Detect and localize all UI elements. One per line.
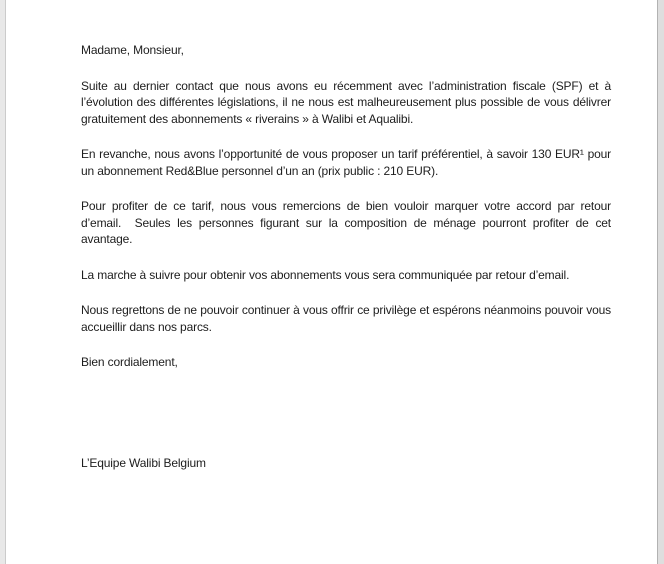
letter-paragraph: Suite au dernier contact que nous avons eu récemment avec l’administration fiscale (SPF) et à l’évolution des différentes législations, il ne nous est malheureusement plus possible de vous délivrer gratuitement des abonnements « riverains » à Walibi et Aqualibi.	[81, 78, 611, 126]
signature-space	[81, 371, 611, 455]
signature: L’Equipe Walibi Belgium	[81, 455, 206, 470]
letter-body	[81, 78, 611, 336]
salutation: Madame, Monsieur,	[81, 43, 184, 57]
closing: Bien cordialement,	[81, 355, 178, 369]
letter-paragraph: La marche à suivre pour obtenir vos abonnements vous sera communiquée par retour d’email.	[81, 267, 570, 282]
letter-paragraph: Pour profiter de ce tarif, nous vous remercions de bien vouloir marquer votre accord par retour d’email. Seules les personnes figurant sur la composition de ménage pourront profiter de cet avantage.	[81, 199, 611, 246]
page-right-edge	[657, 0, 664, 564]
page-left-edge	[0, 0, 6, 564]
letter-paragraph: Nous regrettons de ne pouvoir continuer à vous offrir ce privilège et espérons néanmoins pouvoir vous accueillir dans nos parcs.	[81, 303, 611, 334]
letter-page	[81, 42, 611, 490]
letter-paragraph: En revanche, nous avons l’opportunité de vous proposer un tarif préférentiel, à savoir 130 EUR¹ pour un abonnement Red&Blue personnel d’un an (prix public : 210 EUR).	[81, 147, 611, 178]
